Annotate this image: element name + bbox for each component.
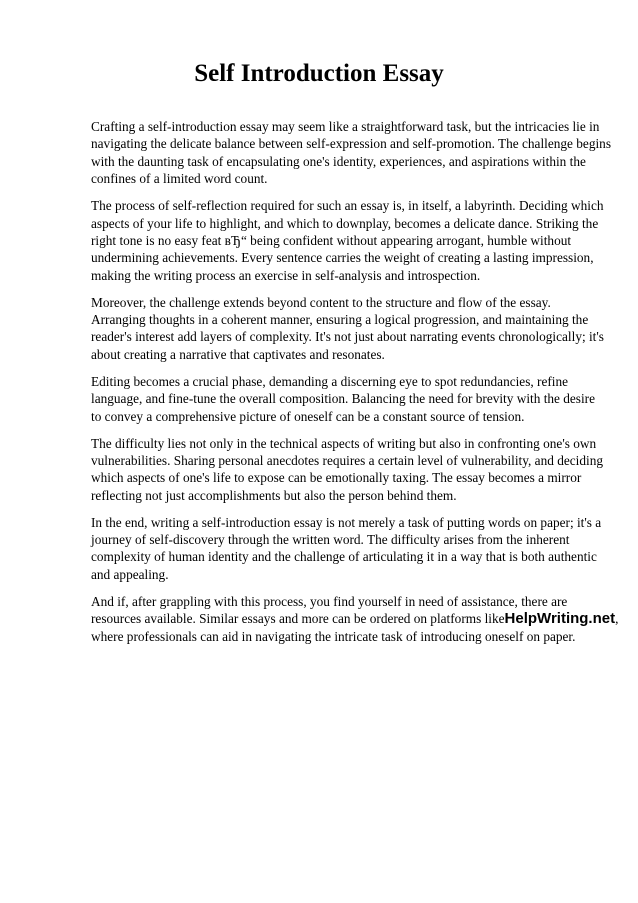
text-line: reflecting not just accomplishments but also the person behind them. xyxy=(91,487,457,503)
paragraph-7 xyxy=(91,593,619,645)
text-line: about creating a narrative that captivates and resonates. xyxy=(91,346,385,362)
text-line: navigating the delicate balance between self-expression and self-promotion. The challenge begins xyxy=(91,136,611,152)
text-line: Crafting a self-introduction essay may seem like a straightforward task, but the intricacies lie in xyxy=(91,119,600,134)
text-line xyxy=(91,610,619,628)
text-line: The difficulty lies not only in the technical aspects of writing but also in confronting one's own xyxy=(91,435,597,451)
paragraph-5 xyxy=(91,435,603,505)
paragraph-4 xyxy=(91,373,603,425)
text-line: Moreover, the challenge extends beyond content to the structure and flow of the essay. xyxy=(91,294,551,310)
text-line: reader's interest add layers of complexity. It's not just about narrating events chronologically; it's xyxy=(91,329,604,345)
brand-link[interactable]: HelpWriting.net xyxy=(504,610,616,628)
text-line: to convey a comprehensive picture of oneself can be a constant source of tension. xyxy=(91,408,525,424)
text-line: Arranging thoughts in a coherent manner, ensuring a logical progression, and maintaining the xyxy=(91,312,589,328)
text-line: Editing becomes a crucial phase, demanding a discerning eye to spot redundancies, refine xyxy=(91,373,569,389)
text-line: And if, after grappling with this process, you find yourself in need of assistance, there are xyxy=(91,593,568,609)
text-line: which aspects of one's life to expose can be emotionally taxing. The essay becomes a mirror xyxy=(91,470,582,486)
paragraph-2 xyxy=(91,197,603,284)
text-line: vulnerabilities. Sharing personal anecdotes requires a certain level of vulnerability, and deciding xyxy=(91,452,603,468)
text-line: complexity of human identity and the challenge of articulating it in a way that is both authentic xyxy=(91,549,597,565)
paragraph-3 xyxy=(91,294,603,364)
text-line: In the end, writing a self-introduction essay is not merely a task of putting words on paper; it's a xyxy=(91,514,602,530)
paragraph-6 xyxy=(91,514,603,584)
text-line: and appealing. xyxy=(91,566,169,582)
text-line: journey of self-discovery through the written word. The difficulty arises from the inherent xyxy=(91,532,570,548)
text-line: The process of self-reflection required for such an essay is, in itself, a labyrinth. Deciding which xyxy=(91,198,604,214)
text-line: with the daunting task of encapsulating one's identity, experiences, and aspirations within the xyxy=(91,153,586,169)
page-title: Self Introduction Essay xyxy=(194,60,444,87)
text-line: aspects of your life to highlight, and which to downplay, becomes a delicate dance. Striking the xyxy=(91,215,599,231)
text-line: right tone is no easy feat вЂ“ being confident without appearing arrogant, humble without xyxy=(91,232,572,248)
paragraph-1 xyxy=(91,118,611,188)
text-line: language, and fine-tune the overall composition. Balancing the need for brevity with the desire xyxy=(91,391,596,407)
essay-body xyxy=(91,118,619,654)
text-line: making the writing process an exercise in self-analysis and introspection. xyxy=(91,267,481,283)
text-segment: resources available. Similar essays and more can be ordered on platforms like xyxy=(91,611,505,627)
text-line: confines of a limited word count. xyxy=(91,171,268,187)
text-line: undermining achievements. Every sentence carries the weight of creating a lasting impression, xyxy=(91,250,594,266)
text-line: where professionals can aid in navigating the intricate task of introducing oneself on paper. xyxy=(91,628,576,644)
text-segment: , xyxy=(615,611,619,627)
